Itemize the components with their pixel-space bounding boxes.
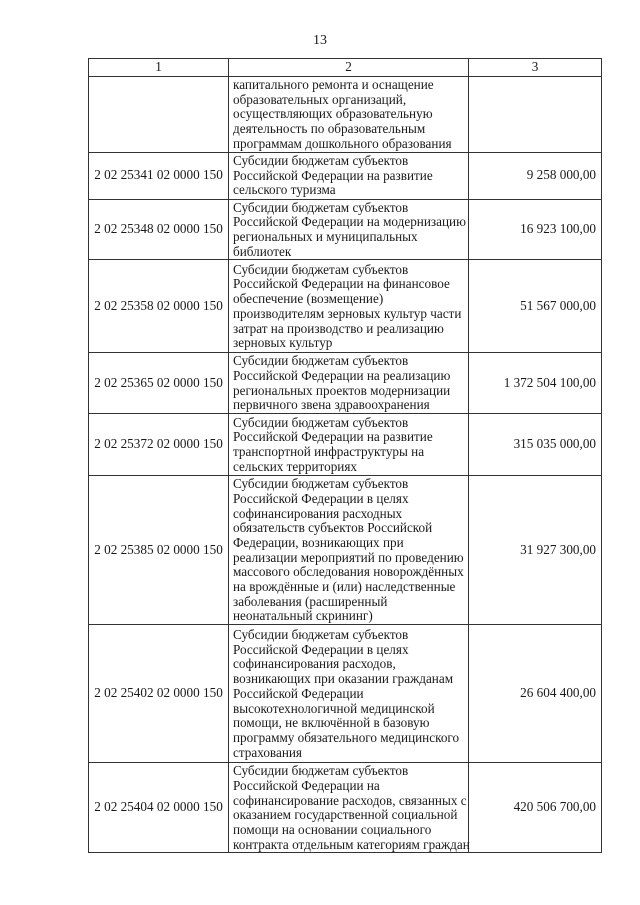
- description-line: Субсидии бюджетам субъектов: [233, 353, 409, 369]
- amount-cell: [469, 77, 602, 153]
- description-line: обязательств субъектов Российской: [233, 520, 433, 536]
- table-header-row: [89, 59, 602, 77]
- table-row: [89, 260, 602, 353]
- description-line: сельского туризма: [233, 182, 336, 198]
- description-line: программу обязательного медицинского: [233, 729, 460, 745]
- table-row: [89, 625, 602, 763]
- description-cell: [229, 353, 469, 414]
- description-line: неонатальный скрининг): [233, 608, 373, 624]
- description-line: зерновых культур: [233, 335, 333, 351]
- table-row: [89, 763, 602, 853]
- amount-cell: 1 372 504 100,00: [469, 353, 602, 414]
- amount-cell: 420 506 700,00: [469, 763, 602, 853]
- description-line: региональных проектов модернизации: [233, 382, 451, 398]
- description-cell: [229, 199, 469, 260]
- description-line: возникающих при оказании гражданам: [233, 671, 454, 687]
- description-line: софинансирование расходов, связанных с: [233, 792, 467, 808]
- description-line: софинансирования расходных: [233, 505, 403, 521]
- description-line: Российской Федерации: [233, 685, 364, 701]
- description-line: Российской Федерации на финансовое: [233, 276, 450, 292]
- amount-cell: 9 258 000,00: [469, 152, 602, 199]
- description-line: Российской Федерации на модернизацию: [233, 214, 466, 230]
- description-line: сельских территориях: [233, 458, 358, 474]
- description-line: программам дошкольного образования: [233, 135, 452, 151]
- description-line: Российской Федерации на развитие: [233, 167, 433, 183]
- column-header-3: 3: [469, 59, 602, 77]
- budget-code-cell: 2 02 25402 02 0000 150: [89, 625, 229, 763]
- budget-code-cell: 2 02 25372 02 0000 150: [89, 414, 229, 476]
- description-line: Субсидии бюджетам субъектов: [233, 763, 409, 779]
- amount-cell: 315 035 000,00: [469, 414, 602, 476]
- description-line: капитального ремонта и оснащение: [233, 77, 434, 92]
- description-cell: [229, 414, 469, 476]
- description-line: первичного звена здравоохранения: [233, 397, 430, 413]
- description-line: помощи на основании социального: [233, 821, 432, 837]
- description-line: заболевания (расширенный: [233, 593, 388, 609]
- budget-code-cell: 2 02 25341 02 0000 150: [89, 152, 229, 199]
- description-line: Субсидии бюджетам субъектов: [233, 152, 409, 168]
- budget-code-cell: 2 02 25348 02 0000 150: [89, 199, 229, 260]
- description-line: массового обследования новорождённых: [233, 564, 464, 580]
- description-line: Российской Федерации на: [233, 777, 380, 793]
- amount-cell: 26 604 400,00: [469, 625, 602, 763]
- table-row: [89, 152, 602, 199]
- table-row: [89, 77, 602, 153]
- description-cell: [229, 260, 469, 353]
- description-line: Российской Федерации на реализацию: [233, 368, 451, 384]
- description-line: Субсидии бюджетам субъектов: [233, 261, 409, 277]
- description-line: помощи, не включённой в базовую: [233, 715, 430, 731]
- table-row: [89, 476, 602, 625]
- description-line: производителям зерновых культур части: [233, 305, 462, 321]
- description-line: обеспечение (возмещение): [233, 291, 384, 307]
- description-line: Федерации, возникающих при: [233, 534, 404, 550]
- description-line: Субсидии бюджетам субъектов: [233, 476, 409, 492]
- description-line: затрат на производство и реализацию: [233, 320, 444, 336]
- column-header-1: 1: [89, 59, 229, 77]
- budget-code-cell: [89, 77, 229, 153]
- description-line: Субсидии бюджетам субъектов: [233, 414, 409, 430]
- table-row: [89, 353, 602, 414]
- description-line: Российской Федерации на развитие: [233, 429, 433, 445]
- table-row: [89, 199, 602, 260]
- description-line: высокотехнологичной медицинской: [233, 700, 435, 716]
- description-line: софинансирования расходов,: [233, 656, 396, 672]
- description-cell: [229, 476, 469, 625]
- budget-code-cell: 2 02 25365 02 0000 150: [89, 353, 229, 414]
- description-line: страхования: [233, 744, 302, 760]
- amount-cell: 31 927 300,00: [469, 476, 602, 625]
- column-header-2: 2: [229, 59, 469, 77]
- description-cell: [229, 152, 469, 199]
- description-line: на врождённые и (или) наследственные: [233, 579, 456, 595]
- amount-cell: 16 923 100,00: [469, 199, 602, 260]
- description-line: Российской Федерации в целях: [233, 641, 409, 657]
- description-line: Субсидии бюджетам субъектов: [233, 627, 409, 642]
- table-row: [89, 414, 602, 476]
- budget-code-cell: 2 02 25358 02 0000 150: [89, 260, 229, 353]
- description-line: Российской Федерации в целях: [233, 490, 409, 506]
- description-cell: [229, 625, 469, 763]
- amount-cell: 51 567 000,00: [469, 260, 602, 353]
- description-line: контракта отдельным категориям граждан: [233, 836, 470, 852]
- description-line: образовательных организаций,: [233, 91, 407, 107]
- budget-table: [88, 58, 602, 853]
- page-number: 13: [313, 33, 327, 48]
- description-line: библиотек: [233, 243, 292, 259]
- description-cell: [229, 763, 469, 853]
- budget-code-cell: 2 02 25404 02 0000 150: [89, 763, 229, 853]
- description-line: Субсидии бюджетам субъектов: [233, 199, 409, 215]
- description-line: транспортной инфраструктуры на: [233, 444, 425, 460]
- description-cell: [229, 77, 469, 153]
- budget-code-cell: 2 02 25385 02 0000 150: [89, 476, 229, 625]
- description-line: оказанием государственной социальной: [233, 807, 458, 823]
- description-line: осуществляющих образовательную: [233, 106, 433, 122]
- description-line: деятельность по образовательным: [233, 121, 426, 137]
- description-line: реализации мероприятий по проведению: [233, 549, 464, 565]
- description-line: региональных и муниципальных: [233, 228, 418, 244]
